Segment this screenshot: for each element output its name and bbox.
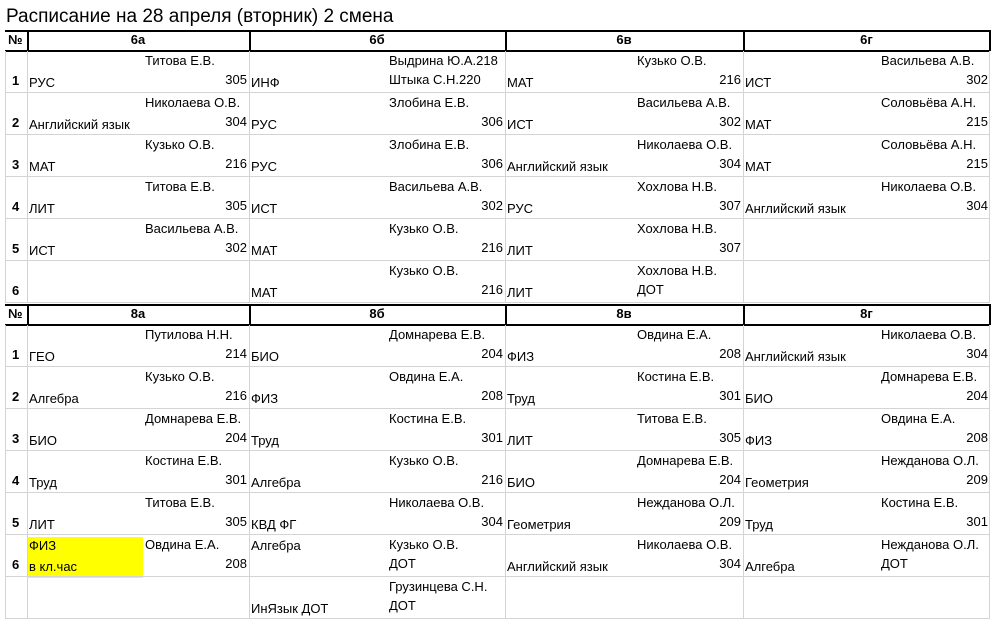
class-header: 8в [616, 306, 632, 321]
teacher-name: Домнарева Е.В. [145, 411, 242, 426]
teacher-name: Злобина Е.В. [389, 95, 470, 110]
teacher-name: Николаева О.В. [881, 327, 977, 342]
room-number: 216 [719, 72, 741, 87]
column-separator [505, 135, 506, 177]
subject-name: МАТ [29, 159, 56, 174]
header-divider [505, 304, 507, 325]
teacher-name: Васильева А.В. [389, 179, 483, 194]
teacher-name: Домнарева Е.В. [881, 369, 978, 384]
column-separator [27, 261, 28, 303]
lesson-number: 6 [12, 283, 20, 298]
subject-name: Труд [29, 475, 57, 490]
room-number: 301 [481, 430, 503, 445]
column-separator [989, 93, 990, 135]
subject-name: Геометрия [507, 517, 571, 532]
column-separator [5, 451, 6, 493]
room-number: 204 [481, 346, 503, 361]
column-separator [505, 219, 506, 261]
subject-name: МАТ [507, 75, 534, 90]
row-separator [5, 176, 990, 177]
subject-name: Алгебра [745, 559, 795, 574]
room-number: 302 [719, 114, 741, 129]
column-separator [989, 51, 990, 93]
subject-name: ИНФ [251, 75, 280, 90]
column-separator [249, 135, 250, 177]
column-separator [5, 535, 6, 577]
header-top-border [5, 30, 990, 32]
column-separator [989, 409, 990, 451]
header-bottom-border [5, 50, 990, 52]
header-top-border [5, 304, 990, 306]
subject-name: МАТ [745, 117, 772, 132]
room-number: 216 [225, 156, 247, 171]
lesson-number: 3 [12, 431, 20, 446]
column-separator [5, 577, 6, 619]
teacher-name: Николаева О.В. [637, 537, 733, 552]
room-number: 215 [966, 156, 988, 171]
column-separator [505, 325, 506, 367]
teacher-name: Кузько О.В. [389, 263, 459, 278]
subject-name: БИО [251, 349, 279, 364]
teacher-name: Овдина Е.А. [145, 537, 220, 552]
column-separator [27, 451, 28, 493]
column-separator [249, 51, 250, 93]
lesson-number: 2 [12, 389, 20, 404]
room-number: 305 [225, 72, 247, 87]
teacher-name-2: ДОТ [881, 556, 908, 571]
column-separator [505, 367, 506, 409]
row-separator [5, 450, 990, 451]
subject-name: ФИЗ [507, 349, 535, 364]
row-separator [5, 576, 990, 577]
teacher-name: Титова Е.В. [145, 495, 215, 510]
column-separator [27, 135, 28, 177]
teacher-name: Кузько О.В. [145, 137, 215, 152]
teacher-name: Кузько О.В. [145, 369, 215, 384]
room-number: 306 [481, 156, 503, 171]
header-divider [27, 304, 29, 325]
lesson-number: 4 [12, 199, 20, 214]
column-separator [989, 325, 990, 367]
column-separator [989, 177, 990, 219]
column-separator [249, 367, 250, 409]
row-separator [5, 92, 990, 93]
teacher-name: Николаева О.В. [637, 137, 733, 152]
teacher-name: Злобина Е.В. [389, 137, 470, 152]
column-separator [27, 493, 28, 535]
column-separator [743, 535, 744, 577]
teacher-name: Домнарева Е.В. [389, 327, 486, 342]
column-separator [743, 261, 744, 303]
teacher-name: Васильева А.В. [637, 95, 731, 110]
teacher-name: Кузько О.В. [389, 453, 459, 468]
subject-name: Английский язык [29, 117, 130, 132]
room-number: 304 [719, 156, 741, 171]
class-header: 6в [616, 32, 632, 47]
column-separator [743, 367, 744, 409]
subject-name: ИСТ [251, 201, 278, 216]
teacher-name: Костина Е.В. [389, 411, 467, 426]
subject-name: РУС [507, 201, 534, 216]
column-separator [249, 261, 250, 303]
column-separator [5, 367, 6, 409]
subject-name: ФИЗ [29, 538, 57, 553]
column-separator [5, 135, 6, 177]
teacher-name: Николаева О.В. [881, 179, 977, 194]
room-number: 304 [966, 346, 988, 361]
room-number: 301 [966, 514, 988, 529]
column-separator [249, 325, 250, 367]
teacher-name-2: ДОТ [389, 598, 416, 613]
teacher-name: Хохлова Н.В. [637, 221, 717, 236]
subject-name: ФИЗ [251, 391, 279, 406]
lesson-number: 6 [12, 557, 20, 572]
column-separator [27, 535, 28, 577]
subject-name: БИО [29, 433, 57, 448]
page-title: Расписание на 28 апреля (вторник) 2 смена [6, 6, 394, 27]
room-number: 216 [481, 282, 503, 297]
subject-name: КВД ФГ [251, 517, 297, 532]
column-separator [5, 493, 6, 535]
teacher-name: Домнарева Е.В. [637, 453, 734, 468]
column-separator [27, 51, 28, 93]
column-separator [505, 451, 506, 493]
column-separator [249, 177, 250, 219]
room-number: 304 [966, 198, 988, 213]
room-number: 306 [481, 114, 503, 129]
subject-name: ИСТ [745, 75, 772, 90]
column-separator [505, 261, 506, 303]
column-separator [249, 577, 250, 619]
teacher-name: Костина Е.В. [145, 453, 223, 468]
class-header: 8б [369, 306, 385, 321]
subject-name: БИО [745, 391, 773, 406]
column-separator [989, 493, 990, 535]
room-number: 208 [481, 388, 503, 403]
teacher-name: Васильева А.В. [145, 221, 239, 236]
room-number: 208 [719, 346, 741, 361]
teacher-name-2: ДОТ [389, 556, 416, 571]
column-separator [5, 93, 6, 135]
subject-name: ЛИТ [507, 243, 533, 258]
column-separator [249, 409, 250, 451]
lesson-number: 1 [12, 73, 20, 88]
column-separator [989, 219, 990, 261]
room-number: 216 [225, 388, 247, 403]
column-separator [743, 325, 744, 367]
room-number: 204 [966, 388, 988, 403]
teacher-name: Титова Е.В. [145, 53, 215, 68]
room-number: 302 [225, 240, 247, 255]
room-number: 209 [719, 514, 741, 529]
lesson-number: 5 [12, 241, 20, 256]
teacher-name: Овдина Е.А. [389, 369, 464, 384]
column-separator [249, 219, 250, 261]
column-separator [743, 493, 744, 535]
teacher-name: Костина Е.В. [881, 495, 959, 510]
header-bottom-border [5, 324, 990, 326]
room-number: 204 [719, 472, 741, 487]
teacher-name: Костина Е.В. [637, 369, 715, 384]
header-divider [249, 304, 251, 325]
room-number: 208 [225, 556, 247, 571]
column-separator [27, 409, 28, 451]
subject-name: Алгебра [29, 391, 79, 406]
subject-name: ЛИТ [507, 433, 533, 448]
teacher-name: Кузько О.В. [637, 53, 707, 68]
column-separator [27, 367, 28, 409]
column-separator [743, 93, 744, 135]
class-header: 6а [130, 32, 146, 47]
room-number: 304 [225, 114, 247, 129]
column-separator [989, 261, 990, 303]
column-separator [249, 493, 250, 535]
teacher-name: Нежданова О.Л. [881, 453, 979, 468]
room-number: 204 [225, 430, 247, 445]
column-separator [27, 219, 28, 261]
row-separator [5, 408, 990, 409]
subject-name: МАТ [251, 243, 278, 258]
subject-name: ФИЗ [745, 433, 773, 448]
class-header: 8г [860, 306, 873, 321]
room-number: 307 [719, 240, 741, 255]
teacher-name: Грузинцева С.Н. [389, 579, 488, 594]
class-header: 6г [860, 32, 873, 47]
column-separator [505, 409, 506, 451]
subject-name: Алгебра [251, 475, 301, 490]
subject-name: МАТ [745, 159, 772, 174]
teacher-name: Нежданова О.Л. [637, 495, 735, 510]
room-number: 305 [225, 514, 247, 529]
column-separator [5, 409, 6, 451]
header-divider [743, 30, 745, 51]
subject-name: Английский язык [507, 559, 608, 574]
subject-name: РУС [251, 159, 278, 174]
header-divider [989, 304, 991, 325]
subject-note: в кл.час [29, 559, 78, 574]
teacher-name: Титова Е.В. [637, 411, 707, 426]
column-separator [5, 219, 6, 261]
column-separator [743, 177, 744, 219]
room-number: 216 [481, 240, 503, 255]
subject-name: РУС [29, 75, 56, 90]
subject-name: ЛИТ [29, 517, 55, 532]
column-separator [249, 93, 250, 135]
column-separator [743, 219, 744, 261]
lesson-number: 3 [12, 157, 20, 172]
subject-name: ЛИТ [507, 285, 533, 300]
room-number: 301 [225, 472, 247, 487]
row-separator [5, 534, 990, 535]
room-number: 305 [225, 198, 247, 213]
teacher-name: Овдина Е.А. [637, 327, 712, 342]
teacher-name-2: Штыка С.Н.220 [389, 72, 481, 87]
column-separator [989, 367, 990, 409]
room-number: 304 [719, 556, 741, 571]
row-separator [5, 218, 990, 219]
room-number: 301 [719, 388, 741, 403]
lesson-number: 1 [12, 347, 20, 362]
subject-name: ИСТ [507, 117, 534, 132]
column-separator [5, 261, 6, 303]
column-separator [249, 451, 250, 493]
class-header: 8а [130, 306, 146, 321]
column-separator [743, 451, 744, 493]
teacher-name: Овдина Е.А. [881, 411, 956, 426]
column-separator [743, 135, 744, 177]
column-separator [505, 577, 506, 619]
column-separator [505, 535, 506, 577]
room-number: 305 [719, 430, 741, 445]
room-number: 302 [966, 72, 988, 87]
column-separator [743, 409, 744, 451]
room-number: 214 [225, 346, 247, 361]
teacher-name: Кузько О.В. [389, 537, 459, 552]
header-num-label: № [8, 306, 23, 321]
column-separator [27, 93, 28, 135]
room-number: 304 [481, 514, 503, 529]
column-separator [505, 51, 506, 93]
teacher-name: Путилова Н.Н. [145, 327, 233, 342]
row-separator [5, 260, 990, 261]
subject-name: ЛИТ [29, 201, 55, 216]
room-number: 215 [966, 114, 988, 129]
column-separator [27, 177, 28, 219]
subject-name: БИО [507, 475, 535, 490]
subject-name: РУС [251, 117, 278, 132]
teacher-name: Титова Е.В. [145, 179, 215, 194]
subject-name: Английский язык [507, 159, 608, 174]
room-number: 302 [481, 198, 503, 213]
header-divider [505, 30, 507, 51]
header-divider [27, 30, 29, 51]
class-header: 6б [369, 32, 385, 47]
teacher-name: Выдрина Ю.А.218 [389, 53, 498, 68]
room-number: 307 [719, 198, 741, 213]
teacher-name: Хохлова Н.В. [637, 263, 717, 278]
column-separator [5, 51, 6, 93]
column-separator [5, 177, 6, 219]
column-separator [27, 577, 28, 619]
column-separator [989, 451, 990, 493]
column-separator [5, 325, 6, 367]
row-separator [5, 492, 990, 493]
teacher-name: Нежданова О.Л. [881, 537, 979, 552]
teacher-name-2: ДОТ [637, 282, 664, 297]
column-separator [989, 535, 990, 577]
teacher-name: Соловьёва А.Н. [881, 137, 977, 152]
room-number: 216 [481, 472, 503, 487]
lesson-number: 2 [12, 115, 20, 130]
header-divider [989, 30, 991, 51]
row-separator [5, 618, 990, 619]
column-separator [743, 577, 744, 619]
column-separator [505, 493, 506, 535]
teacher-name: Кузько О.В. [389, 221, 459, 236]
column-separator [989, 577, 990, 619]
teacher-name: Николаева О.В. [145, 95, 241, 110]
subject-name: Английский язык [745, 201, 846, 216]
column-separator [27, 325, 28, 367]
teacher-name: Васильева А.В. [881, 53, 975, 68]
column-separator [989, 135, 990, 177]
subject-name: Английский язык [745, 349, 846, 364]
lesson-number: 4 [12, 473, 20, 488]
subject-name: Геометрия [745, 475, 809, 490]
room-number: 209 [966, 472, 988, 487]
column-separator [743, 51, 744, 93]
subject-name: ИнЯзык ДОТ [251, 601, 329, 616]
teacher-name: Хохлова Н.В. [637, 179, 717, 194]
column-separator [505, 177, 506, 219]
subject-name: ГЕО [29, 349, 55, 364]
subject-name: Труд [251, 433, 279, 448]
room-number: 208 [966, 430, 988, 445]
column-separator [505, 93, 506, 135]
row-separator [5, 302, 990, 303]
subject-name: Труд [745, 517, 773, 532]
subject-name: Труд [507, 391, 535, 406]
column-separator [249, 535, 250, 577]
teacher-name: Соловьёва А.Н. [881, 95, 977, 110]
teacher-name: Николаева О.В. [389, 495, 485, 510]
row-separator [5, 366, 990, 367]
subject-name: Алгебра [251, 538, 301, 553]
subject-name: МАТ [251, 285, 278, 300]
subject-name: ИСТ [29, 243, 56, 258]
header-divider [743, 304, 745, 325]
row-separator [5, 134, 990, 135]
header-divider [249, 30, 251, 51]
lesson-number: 5 [12, 515, 20, 530]
header-num-label: № [8, 32, 23, 47]
